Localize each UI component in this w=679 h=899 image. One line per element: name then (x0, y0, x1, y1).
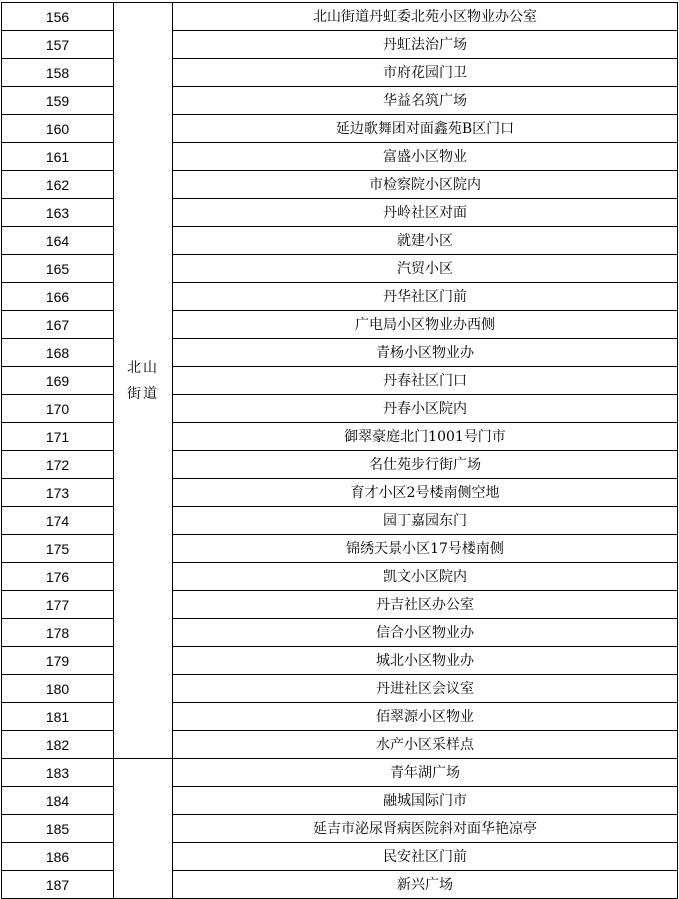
sampling-site-name: 新兴广场 (173, 871, 678, 899)
sampling-site-name: 市府花园门卫 (173, 59, 678, 87)
sampling-site-name: 御翠豪庭北门1001号门市 (173, 423, 678, 451)
row-number: 177 (2, 591, 114, 619)
sampling-site-name: 广电局小区物业办西侧 (173, 311, 678, 339)
table-row (2, 479, 678, 507)
sampling-site-name: 信合小区物业办 (173, 619, 678, 647)
street-name-line-1: 北山 (127, 359, 159, 376)
table-row (2, 731, 678, 759)
table-row (2, 311, 678, 339)
table-row (2, 423, 678, 451)
table-row (2, 563, 678, 591)
table-row (2, 115, 678, 143)
table-row (2, 507, 678, 535)
row-number: 162 (2, 171, 114, 199)
table-row (2, 619, 678, 647)
sampling-site-name: 园丁嘉园东门 (173, 507, 678, 535)
table-row (2, 367, 678, 395)
street-name-line-2: 街道 (127, 385, 159, 402)
row-number: 164 (2, 227, 114, 255)
sampling-site-name: 城北小区物业办 (173, 647, 678, 675)
table-row (2, 227, 678, 255)
row-number: 165 (2, 255, 114, 283)
sampling-site-name: 富盛小区物业 (173, 143, 678, 171)
sampling-site-name: 民安社区门前 (173, 843, 678, 871)
row-number: 187 (2, 871, 114, 899)
table-row (2, 339, 678, 367)
sampling-site-table (1, 2, 678, 899)
sampling-site-name: 市检察院小区院内 (173, 171, 678, 199)
table-row (2, 759, 678, 787)
row-number: 178 (2, 619, 114, 647)
sampling-site-name: 丹春社区门口 (173, 367, 678, 395)
row-number: 160 (2, 115, 114, 143)
sampling-site-name: 融城国际门市 (173, 787, 678, 815)
street-name-cell-empty (114, 759, 173, 899)
sampling-site-name: 名仕苑步行街广场 (173, 451, 678, 479)
sampling-site-name: 丹岭社区对面 (173, 199, 678, 227)
row-number: 168 (2, 339, 114, 367)
sampling-site-name: 丹春小区院内 (173, 395, 678, 423)
sampling-site-name: 锦绣天景小区17号楼南侧 (173, 535, 678, 563)
sampling-site-name: 就建小区 (173, 227, 678, 255)
row-number: 179 (2, 647, 114, 675)
row-number: 159 (2, 87, 114, 115)
table-row (2, 871, 678, 899)
sampling-site-name: 延边歌舞团对面鑫苑B区门口 (173, 115, 678, 143)
row-number: 170 (2, 395, 114, 423)
row-number: 185 (2, 815, 114, 843)
row-number: 181 (2, 703, 114, 731)
table-row (2, 647, 678, 675)
row-number: 167 (2, 311, 114, 339)
table-row (2, 815, 678, 843)
row-number: 173 (2, 479, 114, 507)
table-row (2, 451, 678, 479)
table-row (2, 787, 678, 815)
row-number: 157 (2, 31, 114, 59)
row-number: 171 (2, 423, 114, 451)
sampling-site-name: 青杨小区物业办 (173, 339, 678, 367)
sampling-site-name: 丹华社区门前 (173, 283, 678, 311)
table-row (2, 31, 678, 59)
table-row (2, 283, 678, 311)
row-number: 158 (2, 59, 114, 87)
row-number: 156 (2, 3, 114, 31)
street-name-cell (114, 3, 173, 759)
table-body (2, 3, 678, 899)
table-row (2, 59, 678, 87)
sampling-site-name: 育才小区2号楼南侧空地 (173, 479, 678, 507)
row-number: 184 (2, 787, 114, 815)
table-row (2, 3, 678, 31)
table-row (2, 199, 678, 227)
table-row (2, 843, 678, 871)
row-number: 183 (2, 759, 114, 787)
table-row (2, 395, 678, 423)
table-row (2, 535, 678, 563)
table-row (2, 591, 678, 619)
sampling-site-name: 汽贸小区 (173, 255, 678, 283)
table-row (2, 675, 678, 703)
sampling-site-name: 丹进社区会议室 (173, 675, 678, 703)
row-number: 186 (2, 843, 114, 871)
sampling-site-name: 北山街道丹虹委北苑小区物业办公室 (173, 3, 678, 31)
row-number: 176 (2, 563, 114, 591)
sampling-site-name: 水产小区采样点 (173, 731, 678, 759)
table-row (2, 171, 678, 199)
table-row (2, 255, 678, 283)
row-number: 172 (2, 451, 114, 479)
row-number: 180 (2, 675, 114, 703)
row-number: 182 (2, 731, 114, 759)
row-number: 169 (2, 367, 114, 395)
row-number: 174 (2, 507, 114, 535)
sampling-site-name: 丹虹法治广场 (173, 31, 678, 59)
sampling-site-name: 凯文小区院内 (173, 563, 678, 591)
row-number: 175 (2, 535, 114, 563)
table-row (2, 143, 678, 171)
table-row (2, 87, 678, 115)
sampling-site-name: 丹吉社区办公室 (173, 591, 678, 619)
table-row (2, 703, 678, 731)
row-number: 166 (2, 283, 114, 311)
sampling-site-name: 佰翠源小区物业 (173, 703, 678, 731)
sampling-site-name: 延吉市泌尿肾病医院斜对面华艳凉亭 (173, 815, 678, 843)
row-number: 161 (2, 143, 114, 171)
sampling-site-name: 青年湖广场 (173, 759, 678, 787)
sampling-site-name: 华益名筑广场 (173, 87, 678, 115)
row-number: 163 (2, 199, 114, 227)
